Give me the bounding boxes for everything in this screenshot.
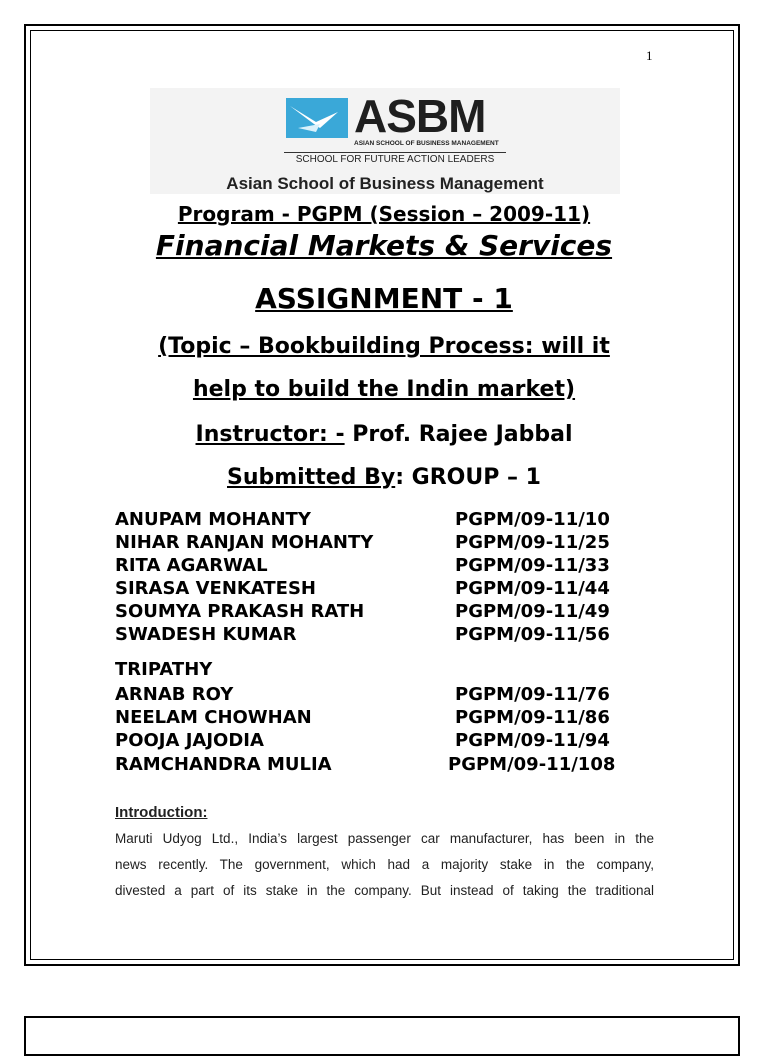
school-name: Asian School of Business Management <box>226 174 544 193</box>
member-id: PGPM/09-11/108 <box>448 754 616 775</box>
member-name: NEELAM CHOWHAN <box>115 707 312 728</box>
instructor-name: Prof. Rajee Jabbal <box>344 422 573 447</box>
member-id: PGPM/09-11/56 <box>455 624 610 645</box>
member-name: ARNAB ROY <box>115 684 234 705</box>
logo-full-name: ASIAN SCHOOL OF BUSINESS MANAGEMENT <box>354 140 499 147</box>
member-name: SIRASA VENKATESH <box>115 578 316 599</box>
member-id: PGPM/09-11/76 <box>455 684 610 705</box>
instructor-line <box>0 422 768 447</box>
submitted-line <box>0 465 768 490</box>
member-id: PGPM/09-11/94 <box>455 730 610 751</box>
logo-tagline: SCHOOL FOR FUTURE ACTION LEADERS <box>284 152 506 165</box>
member-id: PGPM/09-11/25 <box>455 532 610 553</box>
member-name: NIHAR RANJAN MOHANTY <box>115 532 374 553</box>
member-id: PGPM/09-11/33 <box>455 555 610 576</box>
introduction-heading: Introduction: <box>115 804 208 821</box>
member-name: RITA AGARWAL <box>115 555 268 576</box>
assignment-title: ASSIGNMENT - 1 <box>255 282 513 315</box>
instructor-label: Instructor: - <box>195 422 345 447</box>
member-name: ANUPAM MOHANTY <box>115 509 311 530</box>
next-page-border <box>24 1016 740 1056</box>
member-name: TRIPATHY <box>115 659 213 680</box>
intro-paragraph-line: Maruti Udyog Ltd., India’s largest passenger car manufacturer, has been in the <box>115 831 654 846</box>
member-name: POOJA JAJODIA <box>115 730 264 751</box>
member-id: PGPM/09-11/10 <box>455 509 610 530</box>
member-name: SOUMYA PRAKASH RATH <box>115 601 365 622</box>
member-name: SWADESH KUMAR <box>115 624 297 645</box>
submitted-group: : GROUP – 1 <box>395 465 541 490</box>
bird-logo-icon <box>286 98 348 138</box>
member-name: RAMCHANDRA MULIA <box>115 754 332 775</box>
course-title: Financial Markets & Services <box>155 229 613 262</box>
intro-paragraph-line: news recently. The government, which had a majority stake in the company, <box>115 857 654 872</box>
member-id: PGPM/09-11/44 <box>455 578 610 599</box>
page-number: 1 <box>646 48 653 63</box>
intro-paragraph-line: divested a part of its stake in the company. But instead of taking the traditional <box>115 883 654 898</box>
topic-line-1: (Topic – Bookbuilding Process: will it <box>158 334 610 359</box>
asbm-logo <box>150 88 620 194</box>
topic-line-2: help to build the Indin market) <box>192 377 576 402</box>
member-id: PGPM/09-11/86 <box>455 707 610 728</box>
submitted-label: Submitted By <box>227 465 396 490</box>
member-id: PGPM/09-11/49 <box>455 601 610 622</box>
program-line: Program - PGPM (Session – 2009-11) <box>177 202 591 226</box>
logo-abbreviation: ASBM <box>354 90 486 142</box>
